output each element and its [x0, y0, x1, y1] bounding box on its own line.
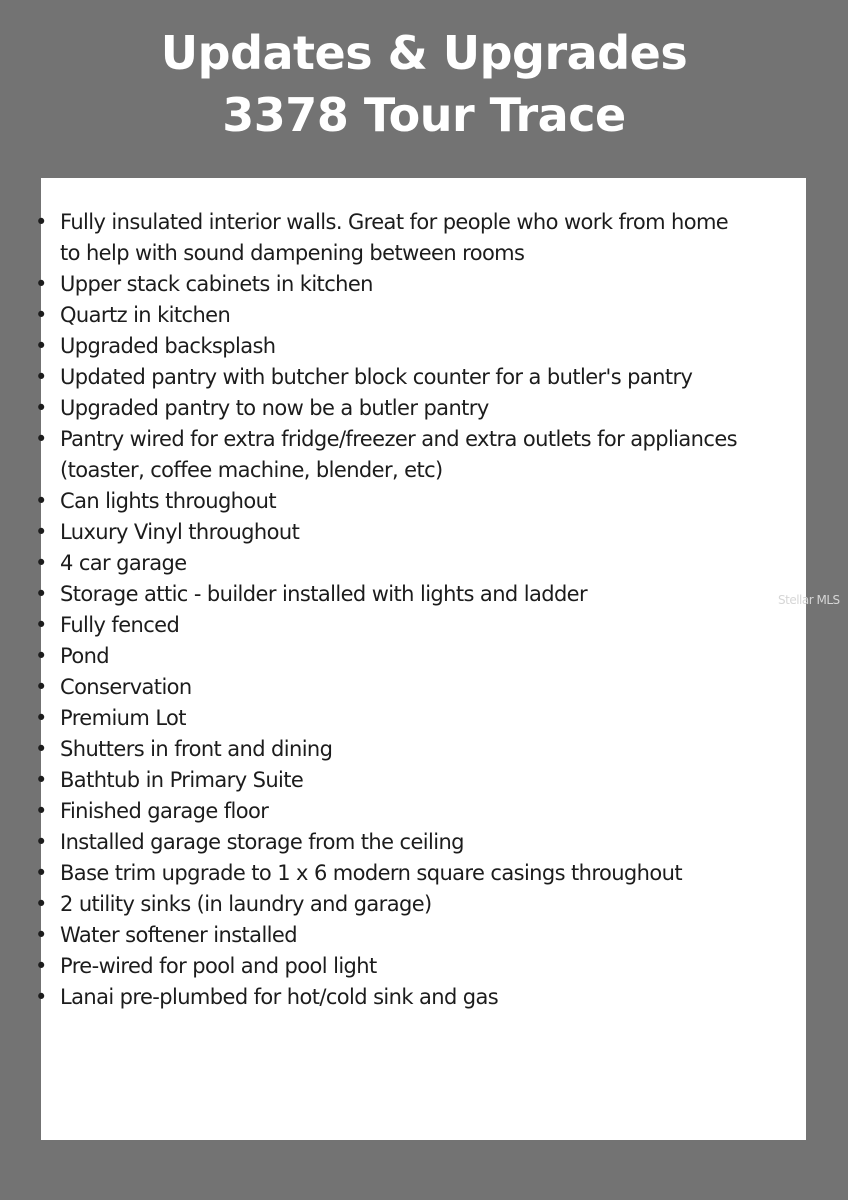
list-item-text: Conservation: [60, 675, 192, 699]
list-item: [35, 951, 750, 982]
list-item-text: Upper stack cabinets in kitchen: [60, 272, 373, 296]
list-item-text: Shutters in front and dining: [60, 737, 333, 761]
list-item: [35, 858, 750, 889]
list-item-text: Pantry wired for extra fridge/freezer and extra outlets for appliances (toaster, coffee machine, blender, etc): [60, 427, 737, 482]
list-item: [35, 207, 750, 269]
list-item: [35, 672, 750, 703]
list-item-text: Finished garage floor: [60, 799, 269, 823]
bullet-icon: •: [35, 923, 47, 947]
list-item: [35, 765, 750, 796]
list-item-text: Can lights throughout: [60, 489, 276, 513]
bullet-icon: •: [35, 272, 47, 296]
list-item: [35, 331, 750, 362]
list-item: [35, 982, 750, 1013]
bullet-icon: •: [35, 737, 47, 761]
list-item-text: Upgraded pantry to now be a butler pantry: [60, 396, 489, 420]
bullet-icon: •: [35, 427, 47, 451]
bullet-icon: •: [35, 706, 47, 730]
list-item-text: Water softener installed: [60, 923, 297, 947]
list-item: [35, 269, 750, 300]
bullet-icon: •: [35, 551, 47, 575]
list-item-text: 2 utility sinks (in laundry and garage): [60, 892, 432, 916]
list-item-text: Pre-wired for pool and pool light: [60, 954, 377, 978]
bullet-icon: •: [35, 334, 47, 358]
list-item: [35, 827, 750, 858]
bullet-icon: •: [35, 520, 47, 544]
bullet-icon: •: [35, 396, 47, 420]
list-item: [35, 300, 750, 331]
list-item-text: Base trim upgrade to 1 x 6 modern square casings throughout: [60, 861, 682, 885]
list-item: [35, 548, 750, 579]
list-item-text: Installed garage storage from the ceiling: [60, 830, 464, 854]
list-item-text: 4 car garage: [60, 551, 187, 575]
bullet-icon: •: [35, 985, 47, 1009]
list-item: [35, 641, 750, 672]
list-item-text: Fully insulated interior walls. Great for people who work from home to help with sound dampening between rooms: [60, 210, 729, 265]
bullet-icon: •: [35, 675, 47, 699]
list-item: [35, 889, 750, 920]
bullet-icon: •: [35, 830, 47, 854]
bullet-icon: •: [35, 489, 47, 513]
list-item: [35, 362, 750, 393]
upgrades-list: [35, 207, 750, 1013]
bullet-icon: •: [35, 303, 47, 327]
list-item-text: Premium Lot: [60, 706, 186, 730]
bullet-icon: •: [35, 892, 47, 916]
bullet-icon: •: [35, 954, 47, 978]
bullet-icon: •: [35, 768, 47, 792]
bullet-icon: •: [35, 799, 47, 823]
bullet-icon: •: [35, 582, 47, 606]
list-item: [35, 734, 750, 765]
title-line-2: 3378 Tour Trace: [222, 88, 626, 142]
list-item: [35, 486, 750, 517]
list-item-text: Storage attic - builder installed with lights and ladder: [60, 582, 588, 606]
bullet-icon: •: [35, 365, 47, 389]
page-title: [0, 22, 848, 146]
title-line-1: Updates & Upgrades: [160, 26, 688, 80]
list-item-text: Updated pantry with butcher block counter for a butler's pantry: [60, 365, 693, 389]
list-item: [35, 610, 750, 641]
list-item-text: Pond: [60, 644, 110, 668]
bullet-icon: •: [35, 613, 47, 637]
list-item-text: Quartz in kitchen: [60, 303, 231, 327]
list-item: [35, 393, 750, 424]
watermark: Stellar MLS: [778, 593, 840, 607]
list-item: [35, 424, 750, 486]
list-item: [35, 920, 750, 951]
list-item-text: Fully fenced: [60, 613, 180, 637]
bullet-icon: •: [35, 861, 47, 885]
list-item: [35, 703, 750, 734]
list-item: [35, 579, 750, 610]
bullet-icon: •: [35, 644, 47, 668]
bullet-icon: •: [35, 210, 47, 234]
list-item-text: Luxury Vinyl throughout: [60, 520, 300, 544]
list-item-text: Upgraded backsplash: [60, 334, 276, 358]
list-item-text: Lanai pre-plumbed for hot/cold sink and gas: [60, 985, 499, 1009]
list-item-text: Bathtub in Primary Suite: [60, 768, 304, 792]
list-item: [35, 517, 750, 548]
list-item: [35, 796, 750, 827]
